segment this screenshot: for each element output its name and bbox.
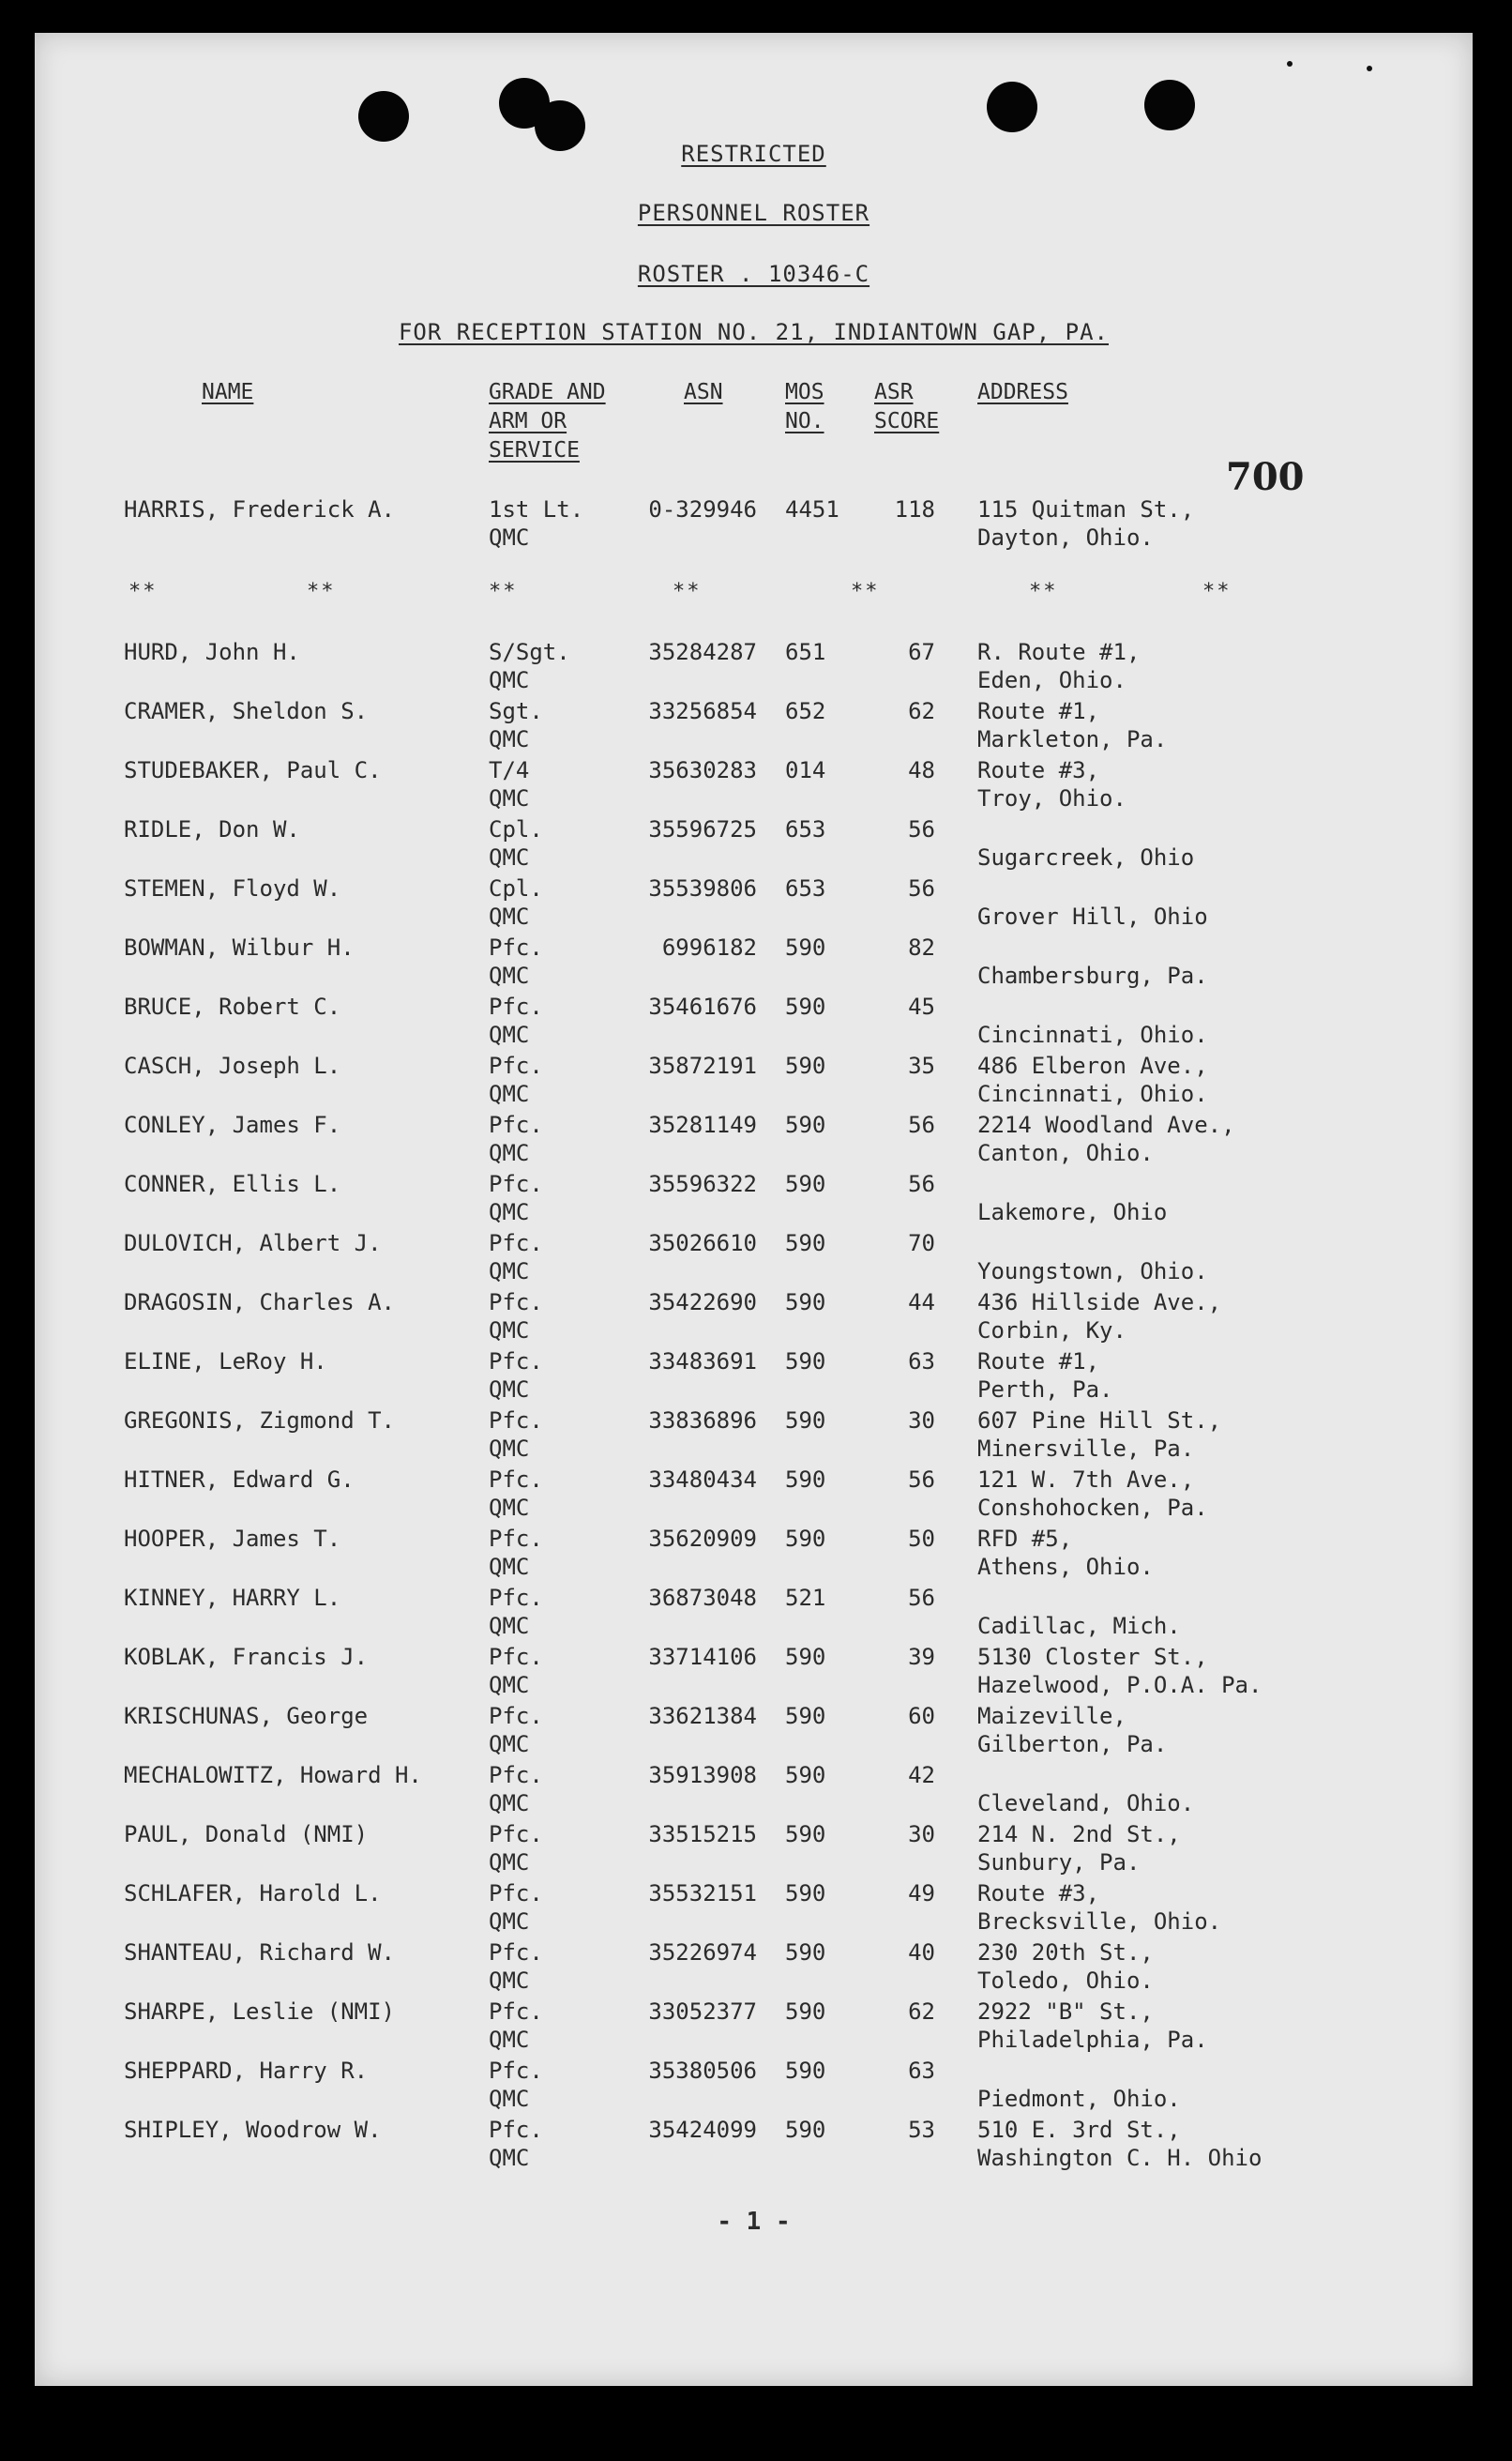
roster-row [35, 1347, 1473, 1405]
grade-cell: 1st Lt. [489, 496, 584, 523]
service-cell: QMC [489, 2145, 530, 2171]
column-grade: GRADE AND ARM OR SERVICE [489, 380, 606, 463]
score-cell: 49 [908, 1880, 935, 1907]
service-cell: QMC [489, 1376, 530, 1403]
address-line-2: Piedmont, Ohio. [977, 2086, 1181, 2112]
address-line-2: Markleton, Pa. [977, 726, 1168, 752]
asn-cell: 33052377 [648, 1998, 757, 2025]
roster-row [35, 1998, 1473, 2056]
service-cell: QMC [489, 1258, 530, 1284]
grade-cell: Pfc. [489, 934, 543, 961]
grade-cell: Pfc. [489, 1585, 543, 1611]
punch-hole [987, 82, 1037, 132]
address-line-2: Dayton, Ohio. [977, 524, 1154, 551]
address-line-2: Eden, Ohio. [977, 667, 1126, 693]
score-cell: 62 [908, 1998, 935, 2025]
roster-row [35, 1584, 1473, 1642]
separator-mark: ** [489, 580, 518, 603]
address-line-1: 2922 "B" St., [977, 1998, 1154, 2025]
name-cell: CRAMER, Sheldon S. [124, 698, 369, 724]
ink-speck [1287, 61, 1293, 67]
asn-cell: 35872191 [648, 1053, 757, 1079]
address-line-2: Cleveland, Ohio. [977, 1790, 1195, 1816]
name-cell: DULOVICH, Albert J. [124, 1230, 382, 1256]
name-cell: SHANTEAU, Richard W. [124, 1939, 395, 1966]
name-cell: HARRIS, Frederick A. [124, 496, 395, 523]
service-cell: QMC [489, 963, 530, 989]
officer-row [35, 495, 1473, 554]
score-cell: 48 [908, 757, 935, 783]
score-cell: 30 [908, 1407, 935, 1434]
mos-cell: 590 [785, 1526, 826, 1552]
score-cell: 56 [908, 1585, 935, 1611]
grade-cell: Pfc. [489, 2117, 543, 2143]
score-cell: 30 [908, 1821, 935, 1847]
address-line-2: Cadillac, Mich. [977, 1613, 1181, 1639]
name-cell: CONLEY, James F. [124, 1112, 341, 1138]
name-cell: BOWMAN, Wilbur H. [124, 934, 355, 961]
service-cell: QMC [489, 904, 530, 930]
page-number: - 1 - [717, 2208, 791, 2236]
service-cell: QMC [489, 1495, 530, 1521]
name-cell: HITNER, Edward G. [124, 1466, 355, 1493]
classification: RESTRICTED [681, 141, 826, 167]
score-cell: 63 [908, 2058, 935, 2084]
address-line-1: 607 Pine Hill St., [977, 1407, 1222, 1434]
score-cell: 67 [908, 639, 935, 665]
separator-mark: ** [673, 580, 702, 603]
asn-cell: 35226974 [648, 1939, 757, 1966]
mos-cell: 653 [785, 816, 826, 843]
name-cell: SHIPLEY, Woodrow W. [124, 2117, 382, 2143]
grade-cell: Cpl. [489, 816, 543, 843]
mos-cell: 590 [785, 1644, 826, 1670]
name-cell: RIDLE, Don W. [124, 816, 300, 843]
mos-cell: 590 [785, 1821, 826, 1847]
grade-cell: Pfc. [489, 1703, 543, 1729]
address-line-1: Route #1, [977, 1348, 1100, 1375]
roster-row [35, 815, 1473, 874]
service-cell: QMC [489, 1672, 530, 1698]
mos-cell: 014 [785, 757, 826, 783]
score-cell: 40 [908, 1939, 935, 1966]
mos-cell: 4451 [785, 496, 839, 523]
service-cell: QMC [489, 1908, 530, 1935]
mos-cell: 590 [785, 2058, 826, 2084]
mos-cell: 590 [785, 1053, 826, 1079]
service-cell: QMC [489, 1967, 530, 1994]
grade-cell: Pfc. [489, 1053, 543, 1079]
address-line-2: Cincinnati, Ohio. [977, 1022, 1208, 1048]
address-line-2: Youngstown, Ohio. [977, 1258, 1208, 1284]
roster-number: ROSTER . 10346-C [637, 261, 870, 287]
service-cell: QMC [489, 726, 530, 752]
address-line-1: 214 N. 2nd St., [977, 1821, 1181, 1847]
mos-cell: 590 [785, 1230, 826, 1256]
mos-cell: 590 [785, 1466, 826, 1493]
service-cell: QMC [489, 2086, 530, 2112]
grade-cell: Pfc. [489, 1171, 543, 1197]
address-line-2: Athens, Ohio. [977, 1554, 1154, 1580]
asn-cell: 33480434 [648, 1466, 757, 1493]
score-cell: 53 [908, 2117, 935, 2143]
address-line-2: Gilberton, Pa. [977, 1731, 1168, 1757]
asn-cell: 35424099 [648, 2117, 757, 2143]
mos-cell: 590 [785, 1348, 826, 1375]
asn-cell: 35284287 [648, 639, 757, 665]
score-cell: 56 [908, 875, 935, 902]
name-cell: KRISCHUNAS, George [124, 1703, 369, 1729]
grade-cell: Pfc. [489, 1880, 543, 1907]
column-address: ADDRESS [977, 380, 1068, 404]
score-cell: 56 [908, 1112, 935, 1138]
score-cell: 62 [908, 698, 935, 724]
column-mos: MOS NO. [785, 380, 824, 433]
grade-cell: S/Sgt. [489, 639, 570, 665]
address-line-2: Minersville, Pa. [977, 1436, 1195, 1462]
column-asn: ASN [684, 380, 723, 404]
separator-mark: ** [1202, 580, 1232, 603]
handwritten-page-mark: 700 [1226, 455, 1305, 499]
grade-cell: Pfc. [489, 1348, 543, 1375]
asn-cell: 33256854 [648, 698, 757, 724]
roster-row [35, 934, 1473, 992]
service-cell: QMC [489, 1849, 530, 1876]
name-cell: KINNEY, HARRY L. [124, 1585, 341, 1611]
asn-cell: 35913908 [648, 1762, 757, 1788]
name-cell: CONNER, Ellis L. [124, 1171, 341, 1197]
mos-cell: 590 [785, 1171, 826, 1197]
asn-cell: 33836896 [648, 1407, 757, 1434]
address-line-2: Grover Hill, Ohio [977, 904, 1208, 930]
roster-row [35, 1820, 1473, 1878]
name-cell: STUDEBAKER, Paul C. [124, 757, 382, 783]
asn-cell: 35422690 [648, 1289, 757, 1315]
address-line-2: Chambersburg, Pa. [977, 963, 1208, 989]
address-line-1: 2214 Woodland Ave., [977, 1112, 1235, 1138]
grade-cell: Pfc. [489, 1939, 543, 1966]
name-cell: BRUCE, Robert C. [124, 994, 341, 1020]
separator-mark: ** [851, 580, 880, 603]
address-line-1: RFD #5, [977, 1526, 1073, 1552]
score-cell: 44 [908, 1289, 935, 1315]
roster-row [35, 638, 1473, 696]
mos-cell: 590 [785, 1880, 826, 1907]
grade-cell: Pfc. [489, 994, 543, 1020]
name-cell: CASCH, Joseph L. [124, 1053, 341, 1079]
address-line-2: Washington C. H. Ohio [977, 2145, 1263, 2171]
grade-cell: Pfc. [489, 1230, 543, 1256]
service-cell: QMC [489, 1140, 530, 1166]
asn-cell: 35620909 [648, 1526, 757, 1552]
mos-cell: 521 [785, 1585, 826, 1611]
address-line-2: Sugarcreek, Ohio [977, 844, 1195, 871]
grade-cell: Pfc. [489, 1998, 543, 2025]
asn-cell: 35281149 [648, 1112, 757, 1138]
service-cell: QMC [489, 1613, 530, 1639]
mos-cell: 590 [785, 1998, 826, 2025]
mos-cell: 590 [785, 1407, 826, 1434]
service-cell: QMC [489, 1022, 530, 1048]
mos-cell: 590 [785, 1762, 826, 1788]
name-cell: KOBLAK, Francis J. [124, 1644, 369, 1670]
name-cell: HOOPER, James T. [124, 1526, 341, 1552]
name-cell: DRAGOSIN, Charles A. [124, 1289, 395, 1315]
name-cell: ELINE, LeRoy H. [124, 1348, 327, 1375]
address-line-2: Sunbury, Pa. [977, 1849, 1141, 1876]
address-line-2: Cincinnati, Ohio. [977, 1081, 1208, 1107]
name-cell: HURD, John H. [124, 639, 300, 665]
mos-cell: 590 [785, 1112, 826, 1138]
column-name: NAME [202, 380, 254, 404]
score-cell: 118 [894, 496, 935, 523]
asn-cell: 35026610 [648, 1230, 757, 1256]
address-line-1: Route #1, [977, 698, 1100, 724]
asn-cell: 33515215 [648, 1821, 757, 1847]
mos-cell: 590 [785, 1939, 826, 1966]
mos-cell: 590 [785, 994, 826, 1020]
address-line-2: Hazelwood, P.O.A. Pa. [977, 1672, 1263, 1698]
name-cell: MECHALOWITZ, Howard H. [124, 1762, 422, 1788]
service-cell: QMC [489, 1436, 530, 1462]
asn-cell: 0-329946 [648, 496, 757, 523]
service-cell: QMC [489, 667, 530, 693]
asn-cell: 35596322 [648, 1171, 757, 1197]
roster-row [35, 1938, 1473, 1997]
score-cell: 50 [908, 1526, 935, 1552]
roster-row [35, 697, 1473, 755]
address-line-2: Toledo, Ohio. [977, 1967, 1154, 1994]
ink-speck [1367, 66, 1372, 71]
mos-cell: 590 [785, 934, 826, 961]
score-cell: 82 [908, 934, 935, 961]
address-line-2: Perth, Pa. [977, 1376, 1113, 1403]
grade-cell: Pfc. [489, 1466, 543, 1493]
grade-cell: Pfc. [489, 1644, 543, 1670]
separator-mark: ** [307, 580, 336, 603]
punch-hole [1144, 80, 1195, 130]
service-cell: QMC [489, 1731, 530, 1757]
name-cell: SHARPE, Leslie (NMI) [124, 1998, 395, 2025]
asn-cell: 35539806 [648, 875, 757, 902]
asn-cell: 6996182 [661, 934, 757, 961]
service-cell: QMC [489, 1554, 530, 1580]
doc-title: PERSONNEL ROSTER [637, 200, 870, 226]
mos-cell: 653 [785, 875, 826, 902]
name-cell: STEMEN, Floyd W. [124, 875, 341, 902]
service-cell: QMC [489, 1790, 530, 1816]
mos-cell: 590 [785, 1703, 826, 1729]
score-cell: 70 [908, 1230, 935, 1256]
address-line-1: 5130 Closter St., [977, 1644, 1208, 1670]
mos-cell: 652 [785, 698, 826, 724]
mos-cell: 651 [785, 639, 826, 665]
asn-cell: 35461676 [648, 994, 757, 1020]
score-cell: 63 [908, 1348, 935, 1375]
column-asr-score: ASR SCORE [874, 380, 940, 433]
asn-cell: 35532151 [648, 1880, 757, 1907]
address-line-2: Corbin, Ky. [977, 1317, 1126, 1344]
grade-cell: T/4 [489, 757, 530, 783]
roster-row [35, 993, 1473, 1051]
address-line-2: Conshohocken, Pa. [977, 1495, 1208, 1521]
separator-row [35, 580, 1473, 610]
separator-mark: ** [129, 580, 158, 603]
roster-row [35, 1052, 1473, 1110]
roster-row [35, 1761, 1473, 1819]
roster-row [35, 1288, 1473, 1346]
grade-cell: Pfc. [489, 1526, 543, 1552]
service-cell: QMC [489, 1317, 530, 1344]
name-cell: SCHLAFER, Harold L. [124, 1880, 382, 1907]
grade-cell: Pfc. [489, 1821, 543, 1847]
address-line-1: R. Route #1, [977, 639, 1141, 665]
grade-cell: Pfc. [489, 1762, 543, 1788]
station-line: FOR RECEPTION STATION NO. 21, INDIANTOWN GAP, PA. [398, 319, 1109, 345]
score-cell: 42 [908, 1762, 935, 1788]
grade-cell: Cpl. [489, 875, 543, 902]
separator-mark: ** [1029, 580, 1058, 603]
name-cell: SHEPPARD, Harry R. [124, 2058, 369, 2084]
asn-cell: 33483691 [648, 1348, 757, 1375]
grade-cell: Pfc. [489, 1112, 543, 1138]
roster-row [35, 2116, 1473, 2174]
name-cell: PAUL, Donald (NMI) [124, 1821, 369, 1847]
roster-row [35, 1643, 1473, 1701]
roster-row [35, 1702, 1473, 1760]
name-cell: GREGONIS, Zigmond T. [124, 1407, 395, 1434]
service-cell: QMC [489, 2027, 530, 2053]
punch-hole [358, 91, 409, 142]
grade-cell: Pfc. [489, 1407, 543, 1434]
mos-cell: 590 [785, 2117, 826, 2143]
address-line-1: Route #3, [977, 757, 1100, 783]
service-cell: QMC [489, 1199, 530, 1225]
grade-cell: Pfc. [489, 1289, 543, 1315]
address-line-2: Troy, Ohio. [977, 785, 1126, 812]
asn-cell: 36873048 [648, 1585, 757, 1611]
address-line-1: 510 E. 3rd St., [977, 2117, 1181, 2143]
address-line-2: Brecksville, Ohio. [977, 1908, 1222, 1935]
address-line-1: 121 W. 7th Ave., [977, 1466, 1195, 1493]
address-line-1: 436 Hillside Ave., [977, 1289, 1222, 1315]
score-cell: 60 [908, 1703, 935, 1729]
grade-cell: Sgt. [489, 698, 543, 724]
address-line-1: Route #3, [977, 1880, 1100, 1907]
address-line-1: 115 Quitman St., [977, 496, 1195, 523]
service-cell: QMC [489, 785, 530, 812]
roster-row [35, 1229, 1473, 1287]
score-cell: 56 [908, 1171, 935, 1197]
roster-row [35, 1170, 1473, 1228]
score-cell: 56 [908, 816, 935, 843]
address-line-1: 486 Elberon Ave., [977, 1053, 1208, 1079]
address-line-1: 230 20th St., [977, 1939, 1154, 1966]
roster-row [35, 2057, 1473, 2115]
roster-page [35, 33, 1473, 2386]
address-line-2: Canton, Ohio. [977, 1140, 1154, 1166]
roster-row [35, 1406, 1473, 1465]
address-line-2: Lakemore, Ohio [977, 1199, 1168, 1225]
address-line-1: Maizeville, [977, 1703, 1126, 1729]
asn-cell: 35596725 [648, 816, 757, 843]
score-cell: 45 [908, 994, 935, 1020]
roster-row [35, 1111, 1473, 1169]
address-line-2: Philadelphia, Pa. [977, 2027, 1208, 2053]
score-cell: 56 [908, 1466, 935, 1493]
mos-cell: 590 [785, 1289, 826, 1315]
grade-cell: Pfc. [489, 2058, 543, 2084]
roster-row [35, 1525, 1473, 1583]
score-cell: 39 [908, 1644, 935, 1670]
score-cell: 35 [908, 1053, 935, 1079]
roster-row [35, 1466, 1473, 1524]
service-cell: QMC [489, 1081, 530, 1107]
service-cell: QMC [489, 524, 530, 551]
asn-cell: 33714106 [648, 1644, 757, 1670]
asn-cell: 35630283 [648, 757, 757, 783]
asn-cell: 35380506 [648, 2058, 757, 2084]
roster-row [35, 874, 1473, 933]
roster-row [35, 1879, 1473, 1937]
service-cell: QMC [489, 844, 530, 871]
asn-cell: 33621384 [648, 1703, 757, 1729]
roster-row [35, 756, 1473, 814]
